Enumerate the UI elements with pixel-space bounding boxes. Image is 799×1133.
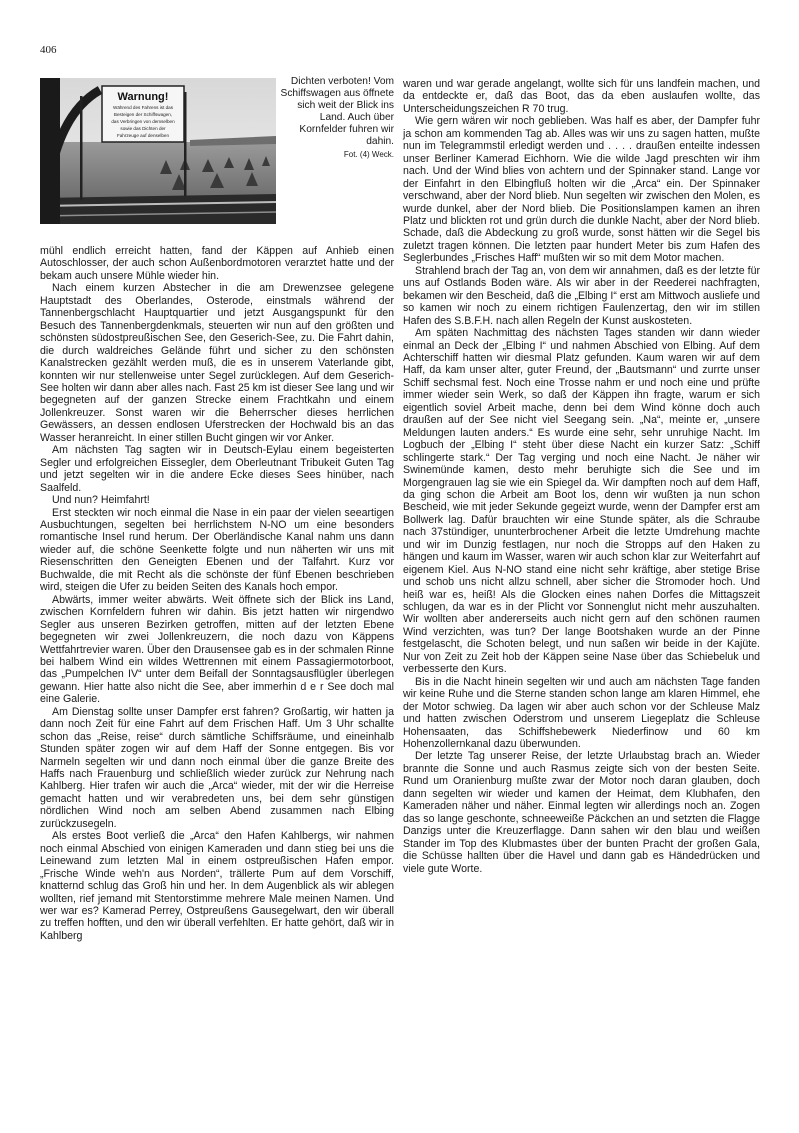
paragraph: Am Dienstag sollte unser Dampfer erst fahren? Großartig, wir hatten ja dann noch Zeit für eine Fahrt auf dem Frischen Haff. Um 3 Uhr schallte schon das „Reise, reise“ durch sämtliche Schiffsräume, und eineinhalb Stunden später zogen wir auf dem Haff der Sonne entgegen. Bis vor Narmeln segelten wir und dann noch einmal über die ganze Breite des Haffs nach Frauenburg und schließlich wieder zurück zur Nehrung nach Kahlberg. Hier trafen wir auch die „Arca“ wieder, mit der wir die Herreise gemacht hatten und wir verabredeten uns, bei dem sehr günstigen nördlichen Wind noch am selben Abend zusammen nach Elbing zurückzusegeln.: [40, 705, 394, 830]
paragraph: Erst steckten wir noch einmal die Nase in ein paar der vielen seeartigen Ausbuchtungen, segelten bei herrlichstem N-NO um eine besonders romantische Insel rund herum. Der Oberländische Kanal nahm uns dann wieder auf, die schöne Seenkette folgte und nun näherten wir uns mit Riesenschritten den Geneigten Ebenen und der Talfahrt. Kurz vor Buchwalde, die mit Recht als die schönste der fünf Ebenen beschrieben wird, steigen die Ufer zu beiden Seiten des Kanals hoch empor.: [40, 506, 394, 594]
paragraph: Am späten Nachmittag des nächsten Tages standen wir dann wieder einmal an Deck der „Elbing I“ und nahmen Abschied von Elbing. Auf dem Achterschiff hatten wir diesmal Platz gefunden. Kaum waren wir auf dem Haff, da kam unser alter, guter Freund, der „Bautsmann“ und zurrte unser Schiff sechsmal fest. Noch eine Trosse nahm er und noch eine und prüfte immer wieder sein Werk, so daß der Käppen ihn fragte, warum er sich eigentlich soviel Arbeit mache, denn bei dem Wind könne doch auch draußen auf der See nicht viel Seegang sein. „Na“, meinte er, „unsere Meldungen lauten anders.“ Es wurde eine sehr, sehr unruhige Nacht. Im Logbuch der „Elbing I“ steht über diese Nacht ein kurzer Satz: „Schiff schlingerte stark.“ Der Tag verging und noch eine Nacht. Je näher wir Swinemünde kamen, desto mehr beruhigte sich die See und im Morgengrauen lag sie wie ein Spiegel da. Wir dampften noch auf dem Haff, da ging schon die Arbeit am Boot los, denn wir wußten ja nun schon Bescheid, wie mit jeder Sekunde gegeizt wurde, wenn der Dampfer erst am Bollwerk lag. Dafür brauchten wir eine Stunde später, als die Schraube nach 37stündiger, ununterbrochener Arbeit die letzte Umdrehung machte und wir im Dunzig festlagen, nur noch die Stropps auf den Haken zu hängen und kaum im Wasser, waren wir auch schon klar zur Weiterfahrt auf eigenem Kiel. Aus N-NO stand eine nicht sehr kräftige, aber stetige Brise und schob uns nicht allzu schnell, aber sicher die Stromoder hoch. Und heiß war es, heiß! Als die Glocken eines nahen Dorfes die Mittagszeit schlugen, da war es in der Plicht vor Sonnenglut nicht mehr auszuhalten. Wir wollten aber andererseits auch nicht gern auf den schönen raumen Wind verzichten, was tun? Der lange Bootshaken wurde an der Pinne festgelascht, die Schoten belegt, und nun saßen wir beide in der Kajüte. Nur von Zeit zu Zeit hob der Käppen seine Nase über das Schiebeluk und verbesserte den Kurs.: [403, 327, 760, 676]
sign-line: Fahrzeuge auf denselben: [116, 133, 170, 138]
paragraph: Abwärts, immer weiter abwärts. Weit öffnete sich der Blick ins Land, zwischen Kornfeldern fuhren wir dahin. Bis jetzt hatten wir nirgendwo Segler aus unseren Bezirken getroffen, mitten auf der letzten Ebene begegneten wir zwei Jollenkreuzern, die noch dazu von Käppens Wettfahrtrevier waren. Über den Drausensee gab es in der schmalen Rinne bei halbem Wind ein wildes Wettrennen mit einem Passagiermotorboot, das „Pumpelchen IV“ unter dem Beifall der Sonntagsausflügler überlegen gewann. Hier hatte also nicht die See, aber immerhin d e r See doch mal eine Galerie.: [40, 593, 394, 706]
sign-line: sowie das Dichten der: [120, 126, 166, 131]
paragraph: Strahlend brach der Tag an, von dem wir annahmen, daß es der letzte für uns auf Ostlands Boden wäre. Als wir aber in der Reederei nachfragten, bekamen wir den Bescheid, daß die „Elbing I“ erst am Mittwoch ausliefe und so kamen wir noch zu einem richtigen Faulenzertag, den wir im stillen Hafen des S.B.F.H. nach allen Regeln der Kunst auskosteten.: [403, 264, 760, 327]
left-column: [40, 245, 394, 942]
paragraph: waren und war gerade angelangt, wollte sich für uns landfein machen, und da entdeckte er, daß das Boot, das da eben auslaufen wollte, das Unterscheidungszeichen R 70 trug.: [403, 78, 760, 115]
paragraph: Nach einem kurzen Abstecher in die am Drewenzsee gelegene Hauptstadt des Oberlandes, Osterode, einstmals während der Tannenbergschlacht Hauptquartier und jetzt Ausgangspunkt für den Besuch des Tannenbergdenkmals, steuerten wir nun auf den größten und schönsten südostpreußischen See, den Geserich-See, zu. Die Fahrt dahin, die durch waldreiches Gelände führt und sicher zu den schönsten Kanalstrecken gezählt werden muß, die es in unserem Vaterlande gibt, konnten wir nur stellenweise unter Segel zurücklegen. Auf dem Geserich-See holten wir dann aber alles nach. Fast 25 km ist dieser See lang und wir begegneten auf der ganzen Strecke einem Frachtkahn und einem Jollenkreuzer. Sonst waren wir die Beherrscher dieses herrlichen Gewässers, an dessen endlosen Uferstrecken der Hochwald bis an das Wasser heranreicht. In einer stillen Bucht gingen wir vor Anker.: [40, 282, 394, 444]
photo-warning-sign: [40, 78, 276, 224]
photo-credit: Fot. (4) Weck.: [343, 149, 394, 159]
paragraph: Und nun? Heimfahrt!: [52, 494, 150, 507]
page-number: 406: [40, 44, 57, 56]
photo-illustration: [40, 78, 276, 224]
paragraph: Wie gern wären wir noch geblieben. Was half es aber, der Dampfer fuhr ja schon am kommenden Tag ab. Alles was wir uns zu sagen hatten, mußte nun im Telegrammstil erledigt werden und . . . . draußen enteilte indessen unser Berliner Kamerad Eichhorn. Wie die wilde Jagd preschten wir ihm nach. Und der Wind blies von achtern und der Spinnaker stand. Lange vor der Einfahrt in den Elbingfluß holten wir die „Arca“ ein. Der Spinnaker verschwand, aber der Nord blieb. Nun segelten wir zwischen den Molen, es wurde dunkel, aber der Nord blieb. Die Positionslampen kamen an ihren Platz und blickten rot und grün durch die dunkle Nacht, aber der Nord blieb. Schade, daß die Abdeckung zu groß wurde, sonst hätten wir die Segel bis zuletzt tragen können. Die letzten paar hundert Meter bis zum Hafen des Seglerbundes „Frisches Haff“ mußten wir so mit dem Motor machen.: [403, 115, 760, 265]
paragraph: Als erstes Boot verließ die „Arca“ den Hafen Kahlbergs, wir nahmen noch einmal Abschied von einigen Kameraden und dann stieg bei uns die Leinewand zum letzten Mal in einem ostpreußischen Hafen empor. „Frische Winde weh'n aus Norden“, trällerte Pum auf dem Vorschiff, knatternd schlug das Groß hin und her. In dem Augenblick als wir ablegen wollten, rief jemand mit Stentorstimme mehrere Male meinen Namen. Und wer war es? Kamerad Perrey, Ostpreußens Gausegelwart, den wir überall zu treffen hofften, und den wir überall verfehlten. Er hatte gehört, daß wir in Kahlberg: [40, 830, 394, 942]
paragraph: Am nächsten Tag sagten wir in Deutsch-Eylau einem begeisterten Segler und erfolgreichen Eissegler, dem Oberleutnant Tribukeit Guten Tag und jetzt segelten wir in die andere Ecke dieses Sees hinüber, nach Saalfeld.: [40, 444, 394, 494]
photo-caption: [280, 76, 394, 161]
paragraph: mühl endlich erreicht hatten, fand der Käppen auf Anhieb einen Autoschlosser, der auch schon Außenbordmotoren verarztet hatte und der bekam auch unsere Mühle wieder hin.: [40, 245, 394, 282]
sign-line: Während des Fahrens ist das: [112, 105, 174, 110]
sign-line: das Verbringen von demselben: [111, 119, 175, 124]
right-column: [403, 78, 760, 875]
paragraph: Der letzte Tag unserer Reise, der letzte Urlaubstag brach an. Wieder brannte die Sonne und auch Rasmus zeigte sich von der besten Seite. Rund um Oranienburg mußte zwar der Motor noch daran glauben, doch dann segelten wir wieder und kamen der Heimat, dem Klubhafen, den Kameraden näher und näher. Einmal legten wir allerdings noch an. Zogen das so lange geschonte, schneeweiße Päckchen an und setzten die Flagge Danzigs unter die Kreuzerflagge. Dann sahen wir den blau und weißen Stander im Top des Klubmastes über der bunten Pracht der großen Gala, die Schüsse hallten über die Havel und dann gab es Händedrücken und viele gute Worte.: [403, 750, 760, 875]
paragraph: Bis in die Nacht hinein segelten wir und auch am nächsten Tage fanden wir keine Ruhe und die Sterne standen schon lange am klaren Himmel, ehe der Motor schwieg. Da lagen wir aber auch schon vor der Schleuse Malz und hatten zwischen Oderstrom und unserem Liegeplatz die Schleuse Hohensaaten, das Schiffshebewerk Niederfinow und 60 km Hohenzollernkanal dazu überwunden.: [403, 675, 760, 751]
caption-text: Dichten verboten! Vom Schiffswagen aus öffnete sich weit der Blick ins Land. Auch über Kornfelder fuhren wir dahin.: [280, 76, 394, 148]
sign-title: Warnung!: [117, 91, 169, 103]
sign-line: Besteigen der Schiffswagen,: [113, 112, 173, 117]
